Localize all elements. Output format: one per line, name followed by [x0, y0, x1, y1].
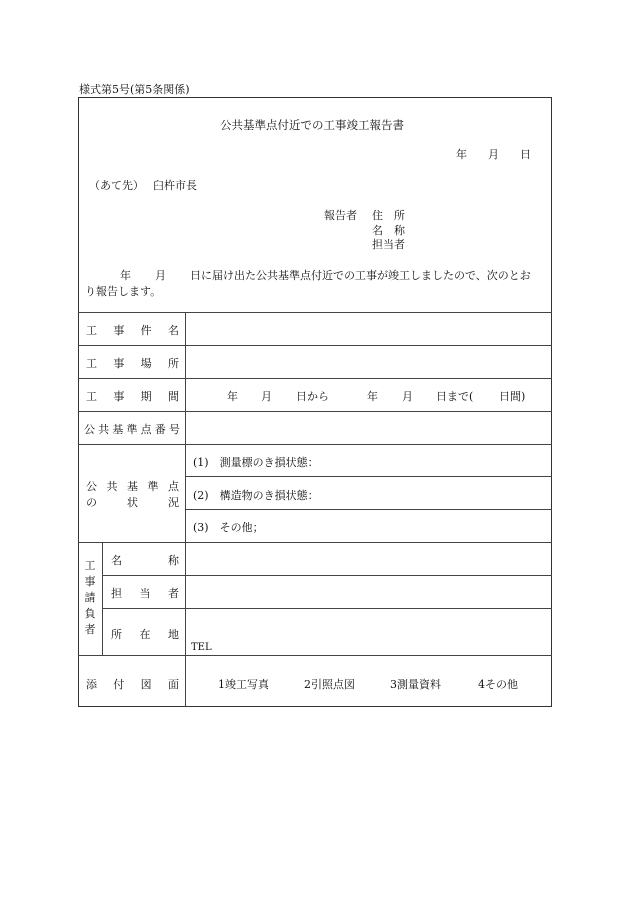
contractor-char: 負	[84, 607, 96, 620]
attachment-item: 2引照点図	[304, 678, 355, 691]
contractor-char: 事	[84, 575, 96, 588]
contractor-char: 者	[84, 623, 96, 636]
label-project-period: 工 事 期 間	[86, 390, 179, 403]
status-item-1: (1) 測量標のき損状態：	[193, 456, 319, 469]
reporter-name-label: 名 称	[372, 224, 405, 237]
label-contractor	[84, 558, 96, 638]
rule	[185, 476, 552, 477]
contractor-char: 請	[84, 591, 96, 604]
label-contractor-address: 所 在 地	[111, 628, 179, 641]
period-end-day: 日まで(	[436, 390, 474, 403]
attachment-item: 3測量資料	[390, 678, 441, 691]
period-days: 日間)	[499, 390, 526, 403]
rule	[78, 345, 552, 346]
body-month: 月	[155, 269, 166, 282]
contractor-char: 工	[84, 559, 96, 572]
attachment-item: 1竣工写真	[218, 678, 269, 691]
body-line2: り報告します。	[85, 285, 162, 298]
period-start-year: 年	[227, 390, 238, 403]
rule	[78, 542, 552, 543]
reporter-label: 報告者	[324, 209, 357, 222]
addressee-name: 臼杵市長	[153, 179, 197, 192]
label-benchmark-status-1: 公 共 基 準 点	[86, 480, 179, 493]
period-end-month: 月	[402, 390, 413, 403]
rule	[78, 411, 552, 412]
form-code: 様式第5号(第5条関係)	[79, 83, 190, 96]
body-line1: 日に届け出た公共基準点付近での工事が竣工しましたので、次のとお	[190, 269, 531, 282]
label-contractor-contact: 担 当 者	[111, 587, 179, 600]
date-month: 月	[488, 148, 499, 161]
attachment-item: 4その他	[478, 678, 518, 691]
tel-label: TEL	[191, 642, 212, 653]
reporter-contact-label: 担当者	[372, 238, 405, 251]
date-day: 日	[520, 148, 531, 161]
rule	[78, 312, 552, 313]
rule	[102, 575, 552, 576]
addressee-prefix: （あて先）	[89, 179, 144, 192]
period-end-year: 年	[367, 390, 378, 403]
label-project-location: 工 事 場 所	[86, 357, 179, 370]
reporter-address-label: 住 所	[372, 209, 405, 222]
status-item-2: (2) 構造物のき損状態：	[193, 489, 319, 502]
status-item-3: (3) その他；	[193, 521, 264, 534]
label-attachments: 添 付 図 面	[86, 678, 179, 691]
body-year: 年	[120, 269, 131, 282]
date-year: 年	[456, 148, 467, 161]
form-title: 公共基準点付近での工事竣工報告書	[220, 118, 404, 132]
period-start-month: 月	[261, 390, 272, 403]
rule	[78, 444, 552, 445]
rule	[102, 608, 552, 609]
label-contractor-name: 名 称	[111, 554, 179, 567]
label-benchmark-status-2: の 状 況	[86, 496, 179, 509]
rule	[78, 655, 552, 656]
rule	[78, 378, 552, 379]
label-benchmark-number: 公 共 基 準 点 番 号	[84, 423, 180, 436]
rule	[185, 509, 552, 510]
rule	[185, 312, 186, 707]
rule	[102, 542, 103, 655]
label-project-name: 工 事 件 名	[86, 324, 179, 337]
period-start-day: 日から	[296, 390, 329, 403]
